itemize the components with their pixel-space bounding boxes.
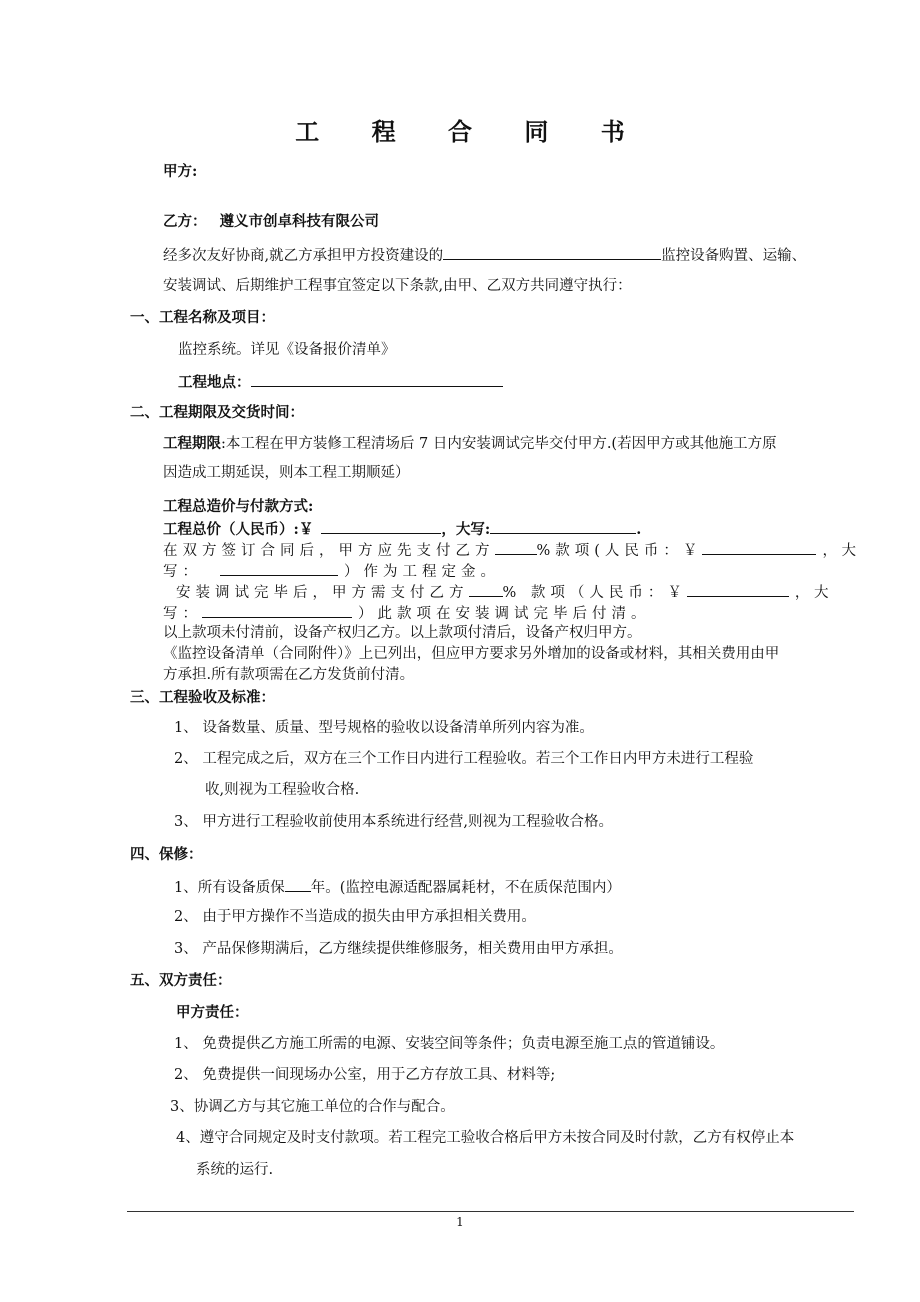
section-4-item-1: [174, 876, 621, 898]
total-caps-blank: [490, 518, 636, 534]
section-5-item-4-cont: 系统的运行.: [196, 1162, 274, 1178]
payment-2-caps-blank: [202, 602, 352, 618]
party-a-label: 甲方:: [163, 163, 198, 180]
warranty-years-blank: [285, 876, 311, 892]
site-blank: [251, 371, 503, 387]
period-line: [163, 434, 777, 454]
payment-1-percent-blank: [495, 539, 537, 555]
section-5-heading: 五、双方责任：: [130, 972, 232, 989]
total-price-line: [163, 518, 641, 540]
payment-1-line-b: [163, 560, 500, 582]
section-3-item-2-cont: 收,则视为工程验收合格.: [205, 782, 360, 798]
section-5-item-2: 2、 免费提供一间现场办公室，用于乙方存放工具、材料等;: [174, 1067, 556, 1083]
party-b-line: [163, 212, 379, 232]
payment-2-line-a: [176, 581, 829, 603]
payment-1-line-a: [163, 539, 856, 561]
payment-1-tail: ）作为工程定金。: [344, 564, 500, 580]
price-heading: 工程总造价与付款方式:: [163, 498, 314, 515]
section-3-item-1: 1、 设备数量、质量、型号规格的验收以设备清单所列内容为准。: [174, 720, 594, 736]
extra-equipment-line-2: 方承担.所有款项需在乙方发货前付清。: [163, 667, 415, 683]
total-label: 工程总价（人民币）:￥: [163, 521, 314, 538]
section-3-item-3: 3、 甲方进行工程验收前使用本系统进行经营,则视为工程验收合格。: [174, 814, 613, 830]
section-5-item-3: 3、协调乙方与其它施工单位的合作与配合。: [170, 1099, 455, 1115]
payment-1-caps-prefix: 写：: [163, 564, 202, 580]
page-number: 1: [456, 1215, 464, 1229]
section-4-heading: 四、保修：: [130, 846, 203, 863]
section-3-item-2: 2、 工程完成之后，双方在三个工作日内进行工程验收。若三个工作日内甲方未进行工程验: [174, 751, 754, 767]
section-5-item-4: 4、遵守合同规定及时支付款项。若工程完工验收合格后甲方未按合同及时付款，乙方有权停止本: [176, 1130, 795, 1146]
payment-2-tail: ）此款项在安装调试完毕后付清。: [358, 606, 651, 622]
period-label: 工程期限: [163, 435, 221, 452]
total-amount-blank: [321, 518, 441, 534]
payment-2-caps-label: ， 大: [794, 585, 829, 601]
intro-text-1: 经多次友好协商,就乙方承担甲方投资建设的: [163, 248, 444, 264]
footer-divider: [127, 1211, 854, 1212]
payment-2-amount-blank: [687, 581, 789, 597]
warranty-text: 1、所有设备质保: [174, 880, 285, 896]
site-line: [178, 371, 503, 393]
party-b-name: 遵义市创卓科技有限公司: [219, 213, 380, 230]
intro-line-2: 安装调试、后期维护工程事宜签定以下条款,由甲、乙双方共同遵守执行：: [163, 278, 632, 294]
payment-1-amount-label: %款项(人民币：￥: [536, 543, 703, 559]
warranty-tail: 年。(监控电源适配器属耗材，不在质保范围内）: [310, 880, 621, 896]
period-text: :本工程在甲方装修工程清场后 7 日内安装调试完毕交付甲方.(若因甲方或其他施工方原: [221, 436, 777, 452]
section-5-item-1: 1、 免费提供乙方施工所需的电源、安装空间等条件；负责电源至施工点的管道铺设。: [174, 1036, 725, 1052]
payment-2-caps-prefix: 写：: [163, 606, 202, 622]
payment-1-text: 在双方签订合同后，甲方应先支付乙方: [163, 543, 495, 559]
extra-equipment-line-1: 《监控设备清单（合同附件）》上已列出，但应甲方要求另外增加的设备或材料，其相关费用由甲: [163, 646, 780, 662]
section-1-heading: 一、工程名称及项目：: [130, 309, 275, 326]
intro-text-1b: 监控设备购置、运输、: [661, 248, 807, 264]
payment-2-text: 安装调试完毕后，甲方需支付乙方: [176, 585, 469, 601]
total-caps-label: ，大写:: [441, 521, 491, 538]
payment-2-percent-blank: [469, 581, 503, 597]
section-4-item-3: 3、 产品保修期满后，乙方继续提供维修服务，相关费用由甲方承担。: [174, 941, 623, 957]
site-label: 工程地点：: [178, 374, 251, 391]
section-4-item-2: 2、 由于甲方操作不当造成的损失由甲方承担相关费用。: [174, 909, 536, 925]
ownership-line: 以上款项未付清前，设备产权归乙方。以上款项付清后，设备产权归甲方。: [163, 625, 642, 641]
payment-1-caps-label: ， 大: [822, 543, 857, 559]
section-2-heading: 二、工程期限及交货时间：: [130, 404, 304, 421]
payment-1-caps-blank: [220, 560, 338, 576]
payment-2-line-b: [163, 602, 651, 624]
party-a-duties-heading: 甲方责任：: [176, 1004, 249, 1021]
intro-line-1: [163, 244, 806, 266]
period-line-2: 因造成工期延误，则本工程工期顺延）: [163, 465, 410, 481]
total-end: .: [636, 521, 642, 538]
party-b-label: 乙方：: [163, 213, 207, 230]
project-name-blank: [443, 244, 661, 260]
document-title: 工 程 合 同 书: [295, 117, 647, 146]
payment-2-amount-label: % 款项（人民币：￥: [502, 585, 687, 601]
section-1-line: 监控系统。详见《设备报价清单》: [178, 342, 396, 358]
payment-1-amount-blank: [702, 539, 816, 555]
section-3-heading: 三、工程验收及标准：: [130, 689, 275, 706]
